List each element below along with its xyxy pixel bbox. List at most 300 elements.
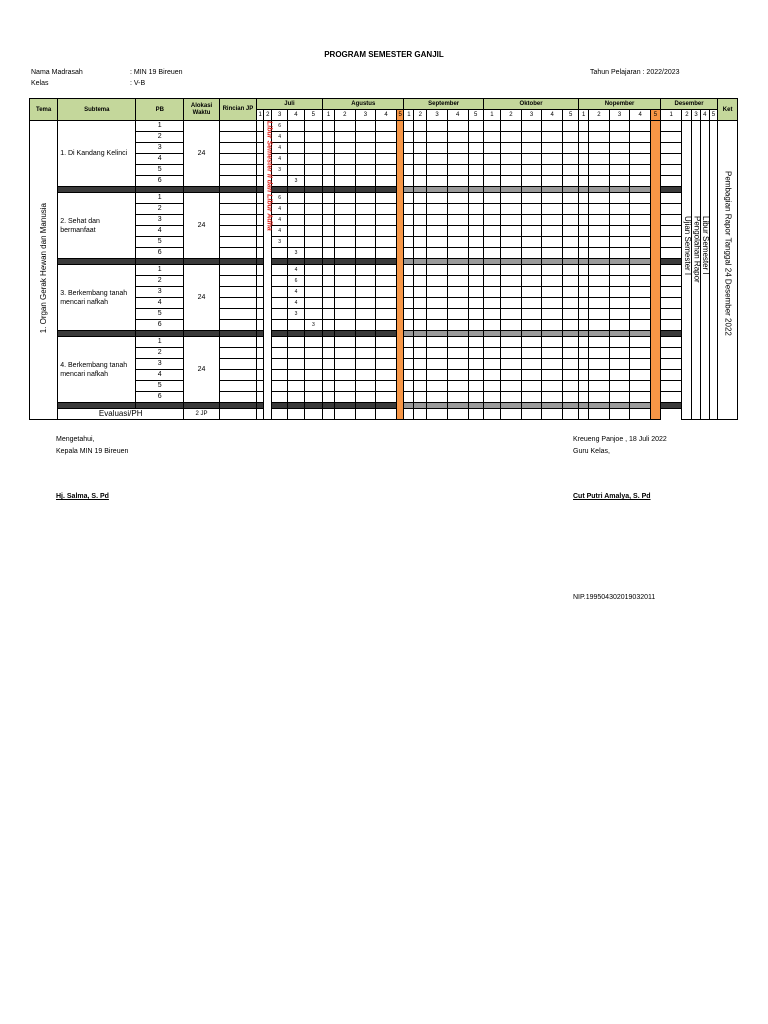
alokasi-value: 24 bbox=[184, 121, 220, 187]
rincian-cell bbox=[219, 359, 256, 370]
week-cell bbox=[335, 226, 356, 237]
week-cell bbox=[483, 298, 500, 309]
week-cell bbox=[630, 237, 651, 248]
week-cell bbox=[609, 248, 630, 259]
week-4: 4 bbox=[288, 110, 304, 121]
week-cell bbox=[323, 409, 335, 420]
week-cell bbox=[542, 143, 563, 154]
week-cell bbox=[272, 337, 288, 348]
week-cell bbox=[447, 409, 468, 420]
week-cell bbox=[355, 176, 376, 187]
evaluasi-label: Evaluasi/PH bbox=[58, 409, 184, 420]
week-cell bbox=[304, 165, 322, 176]
week-cell bbox=[427, 193, 448, 204]
week-cell bbox=[404, 309, 414, 320]
week-cell: 4 bbox=[288, 287, 304, 298]
pb-number: 5 bbox=[136, 237, 184, 248]
week-cell bbox=[468, 370, 483, 381]
week-cell bbox=[589, 309, 610, 320]
week-cell bbox=[288, 237, 304, 248]
week-cell bbox=[376, 320, 397, 331]
week-cell bbox=[323, 348, 335, 359]
week-cell bbox=[272, 359, 288, 370]
week-cell bbox=[414, 121, 427, 132]
week-cell bbox=[542, 176, 563, 187]
week-cell bbox=[468, 121, 483, 132]
week-cell bbox=[630, 370, 651, 381]
week-cell bbox=[630, 154, 651, 165]
week-4: 4 bbox=[447, 110, 468, 121]
week-cell bbox=[335, 370, 356, 381]
week-cell bbox=[589, 237, 610, 248]
week-cell bbox=[447, 276, 468, 287]
week-cell bbox=[355, 154, 376, 165]
tema-text: 1. Organ Gerak Hewan dan Manusia bbox=[38, 203, 48, 334]
week-cell bbox=[579, 265, 589, 276]
week-cell bbox=[542, 154, 563, 165]
week-cell bbox=[563, 176, 579, 187]
week-cell bbox=[404, 276, 414, 287]
week-cell: 3 bbox=[288, 248, 304, 259]
week-cell bbox=[256, 381, 264, 392]
week-cell bbox=[579, 121, 589, 132]
week-cell bbox=[447, 165, 468, 176]
week-cell bbox=[256, 309, 264, 320]
week-cell bbox=[521, 154, 542, 165]
week-cell bbox=[335, 154, 356, 165]
week-cell bbox=[404, 381, 414, 392]
week-cell bbox=[660, 121, 682, 132]
week-cell bbox=[521, 359, 542, 370]
week-5: 5 bbox=[396, 110, 404, 121]
week-cell bbox=[521, 226, 542, 237]
week-cell bbox=[335, 381, 356, 392]
week-cell bbox=[483, 193, 500, 204]
week-cell bbox=[304, 143, 322, 154]
week-cell bbox=[376, 176, 397, 187]
week-cell bbox=[288, 370, 304, 381]
week-cell bbox=[579, 237, 589, 248]
week-cell bbox=[630, 337, 651, 348]
week-cell bbox=[630, 226, 651, 237]
week-cell bbox=[609, 309, 630, 320]
week-cell bbox=[579, 165, 589, 176]
week-cell bbox=[660, 237, 682, 248]
week-cell bbox=[609, 204, 630, 215]
week-cell bbox=[468, 193, 483, 204]
week-cell bbox=[335, 298, 356, 309]
week-cell bbox=[404, 392, 414, 403]
week-cell bbox=[542, 287, 563, 298]
week-cell bbox=[335, 143, 356, 154]
week-cell bbox=[521, 143, 542, 154]
week-cell bbox=[414, 248, 427, 259]
week-cell bbox=[256, 154, 264, 165]
week-cell bbox=[630, 409, 651, 420]
week-cell: 6 bbox=[288, 276, 304, 287]
week-3: 3 bbox=[355, 110, 376, 121]
week-cell bbox=[609, 337, 630, 348]
week-cell bbox=[355, 276, 376, 287]
week-cell bbox=[335, 193, 356, 204]
week-cell bbox=[404, 265, 414, 276]
week-cell bbox=[542, 409, 563, 420]
week-cell bbox=[355, 226, 376, 237]
week-cell bbox=[256, 392, 264, 403]
week-cell bbox=[501, 320, 522, 331]
pb-number: 3 bbox=[136, 359, 184, 370]
week-cell bbox=[447, 226, 468, 237]
week-cell bbox=[355, 320, 376, 331]
week-cell: 4 bbox=[288, 298, 304, 309]
separator-cell bbox=[660, 403, 682, 409]
week-cell bbox=[468, 226, 483, 237]
week-cell bbox=[404, 165, 414, 176]
week-cell bbox=[335, 309, 356, 320]
tahun-pelajaran: Tahun Pelajaran : 2022/2023 bbox=[590, 69, 680, 76]
week-cell bbox=[304, 176, 322, 187]
week-cell bbox=[335, 248, 356, 259]
week-cell bbox=[589, 132, 610, 143]
week-5: 5 bbox=[563, 110, 579, 121]
week-cell bbox=[483, 132, 500, 143]
week-cell bbox=[579, 337, 589, 348]
week-cell bbox=[404, 121, 414, 132]
week-cell bbox=[609, 226, 630, 237]
pb-number: 5 bbox=[136, 381, 184, 392]
pengolahan-note: Pengolahan Rapor bbox=[692, 216, 702, 283]
week-cell bbox=[414, 193, 427, 204]
week-cell bbox=[376, 381, 397, 392]
week-cell bbox=[483, 276, 500, 287]
header-tema: Tema bbox=[30, 99, 58, 121]
week-cell bbox=[589, 276, 610, 287]
week-cell bbox=[355, 348, 376, 359]
week-cell bbox=[288, 204, 304, 215]
week-cell: 3 bbox=[304, 320, 322, 331]
des-note-cell bbox=[709, 121, 718, 420]
week-cell bbox=[660, 226, 682, 237]
week-cell bbox=[589, 298, 610, 309]
week-cell bbox=[660, 287, 682, 298]
week-cell bbox=[256, 204, 264, 215]
rincian-cell bbox=[219, 381, 256, 392]
week-cell bbox=[414, 337, 427, 348]
week-cell bbox=[589, 359, 610, 370]
month-juli: Juli bbox=[256, 99, 322, 110]
week-cell bbox=[272, 265, 288, 276]
week-cell bbox=[355, 204, 376, 215]
week-cell bbox=[288, 381, 304, 392]
week-cell bbox=[304, 392, 322, 403]
week-3: 3 bbox=[272, 110, 288, 121]
week-cell bbox=[542, 204, 563, 215]
week-cell bbox=[376, 165, 397, 176]
month-nopember: Nopember bbox=[579, 99, 660, 110]
week-cell bbox=[427, 309, 448, 320]
week-cell bbox=[483, 226, 500, 237]
week-2: 2 bbox=[589, 110, 610, 121]
week-cell: 4 bbox=[272, 204, 288, 215]
rincian-cell bbox=[219, 320, 256, 331]
week-cell bbox=[335, 204, 356, 215]
week-cell bbox=[483, 359, 500, 370]
week-cell bbox=[288, 143, 304, 154]
week-cell bbox=[609, 287, 630, 298]
week-cell bbox=[579, 215, 589, 226]
pb-number: 4 bbox=[136, 370, 184, 381]
week-cell bbox=[414, 204, 427, 215]
week-cell bbox=[256, 176, 264, 187]
week-cell bbox=[447, 381, 468, 392]
week-cell bbox=[521, 193, 542, 204]
week-cell bbox=[376, 237, 397, 248]
week-cell bbox=[256, 320, 264, 331]
week-cell bbox=[447, 215, 468, 226]
week-cell bbox=[427, 248, 448, 259]
des-note-cell bbox=[692, 121, 701, 420]
week-cell bbox=[272, 381, 288, 392]
des-note-cell bbox=[682, 121, 692, 420]
week-cell bbox=[483, 348, 500, 359]
pb-number: 6 bbox=[136, 176, 184, 187]
week-cell bbox=[483, 370, 500, 381]
week-cell bbox=[323, 248, 335, 259]
week-cell bbox=[414, 215, 427, 226]
week-cell bbox=[589, 381, 610, 392]
week-cell bbox=[483, 287, 500, 298]
week-cell bbox=[304, 248, 322, 259]
week-cell bbox=[468, 165, 483, 176]
week-cell bbox=[256, 165, 264, 176]
week-cell bbox=[630, 176, 651, 187]
week-cell bbox=[630, 359, 651, 370]
week-cell bbox=[355, 165, 376, 176]
week-cell bbox=[355, 132, 376, 143]
week-cell bbox=[447, 121, 468, 132]
week-cell bbox=[404, 193, 414, 204]
week-cell bbox=[447, 320, 468, 331]
week-cell bbox=[521, 381, 542, 392]
week-cell bbox=[468, 337, 483, 348]
week-cell bbox=[483, 204, 500, 215]
week-cell bbox=[630, 248, 651, 259]
pb-number: 3 bbox=[136, 287, 184, 298]
week-cell bbox=[579, 381, 589, 392]
pb-number: 2 bbox=[136, 132, 184, 143]
week-cell bbox=[589, 121, 610, 132]
week-cell bbox=[521, 121, 542, 132]
week-cell bbox=[630, 193, 651, 204]
week-cell bbox=[427, 121, 448, 132]
week-5: 5 bbox=[709, 110, 718, 121]
week-cell bbox=[355, 287, 376, 298]
week-cell bbox=[376, 287, 397, 298]
rincian-cell bbox=[219, 143, 256, 154]
week-cell bbox=[660, 309, 682, 320]
week-cell bbox=[376, 226, 397, 237]
week-cell bbox=[521, 215, 542, 226]
week-cell bbox=[579, 276, 589, 287]
week-cell bbox=[288, 121, 304, 132]
week-cell bbox=[427, 154, 448, 165]
week-cell bbox=[323, 121, 335, 132]
week-cell bbox=[579, 193, 589, 204]
week-cell bbox=[427, 143, 448, 154]
week-cell bbox=[660, 204, 682, 215]
week-cell bbox=[483, 143, 500, 154]
week-cell bbox=[468, 287, 483, 298]
week-cell bbox=[304, 154, 322, 165]
week-cell bbox=[579, 204, 589, 215]
week-cell bbox=[414, 392, 427, 403]
week-cell bbox=[427, 392, 448, 403]
week-cell bbox=[376, 121, 397, 132]
week-cell bbox=[335, 287, 356, 298]
week-cell bbox=[427, 165, 448, 176]
pb-number: 3 bbox=[136, 143, 184, 154]
tema-cell bbox=[30, 121, 58, 420]
week-cell bbox=[542, 309, 563, 320]
evaluasi-jp: 2 JP bbox=[184, 409, 220, 420]
week-cell bbox=[376, 409, 397, 420]
rincian-cell bbox=[219, 226, 256, 237]
subtema-name: 2. Sehat dan bermanfaat bbox=[58, 193, 136, 259]
ket-cell bbox=[718, 121, 738, 420]
week-cell bbox=[660, 320, 682, 331]
week-cell bbox=[563, 359, 579, 370]
week-cell bbox=[447, 176, 468, 187]
pb-number: 2 bbox=[136, 204, 184, 215]
week-cell bbox=[288, 409, 304, 420]
week-4: 4 bbox=[700, 110, 709, 121]
week-cell bbox=[414, 287, 427, 298]
week-cell bbox=[660, 348, 682, 359]
week-cell bbox=[376, 370, 397, 381]
week-cell bbox=[288, 215, 304, 226]
week-cell bbox=[256, 121, 264, 132]
week-cell bbox=[563, 392, 579, 403]
week-cell bbox=[468, 154, 483, 165]
week-cell bbox=[335, 337, 356, 348]
week-cell bbox=[609, 176, 630, 187]
week-cell bbox=[468, 276, 483, 287]
des-note-cell bbox=[700, 121, 709, 420]
week-cell bbox=[468, 381, 483, 392]
mengetahui-text: Mengetahui, bbox=[56, 436, 95, 443]
week-3: 3 bbox=[692, 110, 701, 121]
week-cell bbox=[630, 309, 651, 320]
week-cell bbox=[468, 248, 483, 259]
week-cell bbox=[521, 409, 542, 420]
week-cell bbox=[609, 121, 630, 132]
week-cell bbox=[427, 287, 448, 298]
week-cell bbox=[304, 409, 322, 420]
week-cell bbox=[579, 248, 589, 259]
week-2: 2 bbox=[414, 110, 427, 121]
week-cell bbox=[563, 381, 579, 392]
madrasah-value: : MIN 19 Bireuen bbox=[130, 69, 183, 76]
week-cell bbox=[376, 309, 397, 320]
week-cell bbox=[272, 348, 288, 359]
week-cell bbox=[660, 381, 682, 392]
pb-number: 6 bbox=[136, 248, 184, 259]
week-cell bbox=[630, 276, 651, 287]
week-cell bbox=[483, 215, 500, 226]
orange-week-cell bbox=[650, 121, 660, 420]
week-cell bbox=[563, 215, 579, 226]
week-cell bbox=[323, 359, 335, 370]
week-cell bbox=[355, 193, 376, 204]
week-cell bbox=[323, 370, 335, 381]
week-cell bbox=[335, 215, 356, 226]
week-cell bbox=[414, 165, 427, 176]
week-cell bbox=[501, 143, 522, 154]
week-cell bbox=[427, 204, 448, 215]
week-cell bbox=[579, 154, 589, 165]
week-cell bbox=[219, 409, 256, 420]
week-cell bbox=[355, 248, 376, 259]
week-cell bbox=[323, 154, 335, 165]
week-cell bbox=[521, 320, 542, 331]
pb-number: 3 bbox=[136, 215, 184, 226]
week-cell bbox=[563, 337, 579, 348]
week-cell bbox=[304, 226, 322, 237]
week-cell bbox=[335, 237, 356, 248]
week-cell bbox=[609, 132, 630, 143]
week-cell bbox=[589, 265, 610, 276]
week-cell bbox=[427, 226, 448, 237]
week-cell bbox=[447, 132, 468, 143]
week-cell bbox=[304, 370, 322, 381]
week-cell bbox=[414, 226, 427, 237]
week-cell bbox=[542, 121, 563, 132]
kepala-text: Kepala MIN 19 Bireuen bbox=[56, 448, 129, 455]
week-cell: 3 bbox=[272, 237, 288, 248]
week-cell bbox=[468, 237, 483, 248]
week-cell bbox=[542, 392, 563, 403]
week-5: 5 bbox=[468, 110, 483, 121]
week-cell bbox=[427, 320, 448, 331]
week-cell bbox=[355, 237, 376, 248]
week-cell bbox=[483, 337, 500, 348]
week-cell bbox=[609, 276, 630, 287]
week-cell bbox=[256, 132, 264, 143]
week-cell bbox=[589, 348, 610, 359]
week-cell bbox=[521, 370, 542, 381]
week-cell: 4 bbox=[272, 215, 288, 226]
week-cell bbox=[447, 337, 468, 348]
week-2: 2 bbox=[335, 110, 356, 121]
week-1: 1 bbox=[404, 110, 414, 121]
week-cell bbox=[630, 121, 651, 132]
week-cell bbox=[501, 237, 522, 248]
week-cell bbox=[323, 287, 335, 298]
week-cell bbox=[589, 337, 610, 348]
week-cell bbox=[589, 143, 610, 154]
week-cell bbox=[579, 132, 589, 143]
week-cell bbox=[447, 370, 468, 381]
rincian-cell bbox=[219, 121, 256, 132]
week-cell bbox=[427, 132, 448, 143]
week-cell bbox=[579, 348, 589, 359]
week-cell bbox=[579, 409, 589, 420]
week-cell bbox=[355, 121, 376, 132]
week-cell bbox=[468, 320, 483, 331]
week-cell bbox=[404, 248, 414, 259]
week-cell bbox=[563, 132, 579, 143]
rincian-cell bbox=[219, 215, 256, 226]
